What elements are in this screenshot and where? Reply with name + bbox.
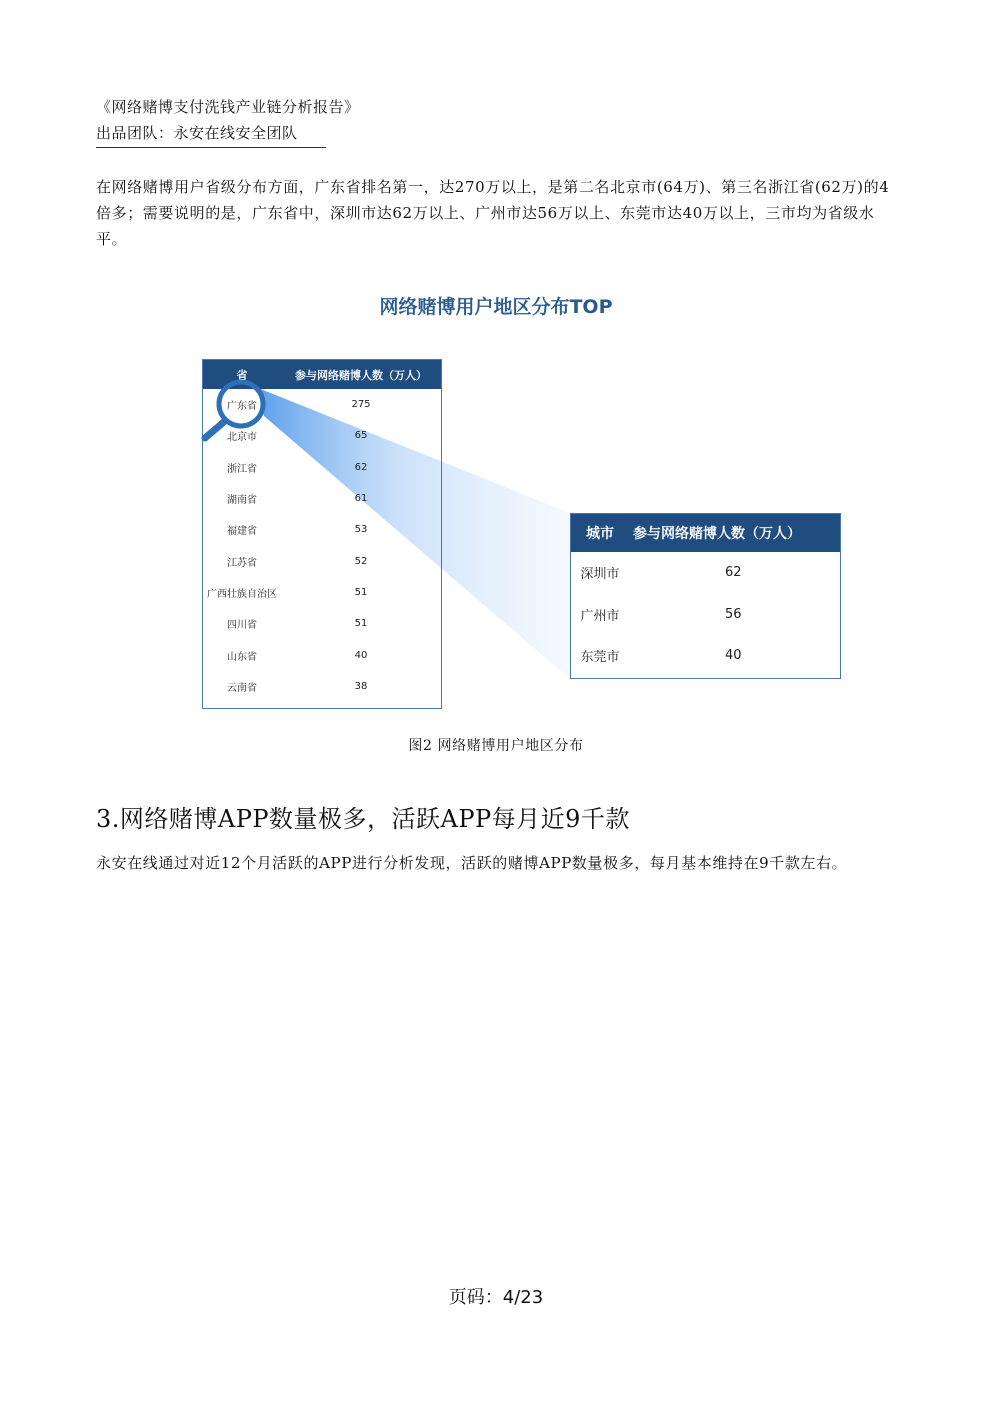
city-col-header: 城市 — [586, 526, 614, 542]
team-line: 出品团队：永安在线安全团队 — [96, 124, 298, 142]
figure-title: 网络赌博用户地区分布TOP — [379, 296, 613, 318]
province-value: 61 — [354, 493, 368, 505]
table-row — [203, 577, 441, 608]
province-value: 40 — [354, 649, 368, 661]
province-name: 云南省 — [227, 682, 257, 694]
province-value: 53 — [354, 524, 368, 536]
province-value: 275 — [351, 399, 371, 411]
province-count-col-header: 参与网络赌博人数（万人） — [295, 368, 427, 382]
city-name: 深圳市 — [580, 567, 620, 583]
province-name: 广东省 — [227, 401, 257, 413]
table-row — [203, 389, 441, 420]
province-value: 38 — [354, 680, 368, 692]
table-row — [203, 545, 441, 576]
province-name: 湖南省 — [227, 495, 257, 507]
province-value: 52 — [354, 555, 368, 567]
city-table-header — [571, 514, 840, 552]
table-row — [203, 608, 441, 639]
province-table-header — [203, 360, 441, 389]
table-row — [203, 514, 441, 545]
province-name: 北京市 — [227, 432, 257, 444]
province-value: 51 — [354, 618, 368, 630]
table-row — [571, 552, 840, 594]
province-name: 江苏省 — [227, 557, 257, 569]
table-row — [203, 420, 441, 451]
city-value: 62 — [725, 565, 742, 581]
table-row — [571, 594, 840, 636]
province-value: 62 — [354, 461, 368, 473]
report-title: 《网络赌博支付洗钱产业链分析报告》 — [96, 98, 360, 116]
province-name: 福建省 — [227, 526, 257, 538]
province-value: 51 — [354, 586, 368, 598]
province-name: 广西壮族自治区 — [207, 588, 277, 600]
province-name: 四川省 — [227, 620, 257, 632]
province-table — [202, 359, 442, 709]
intro-paragraph: 在网络赌博用户省级分布方面，广东省排名第一，达270万以上，是第二名北京市(64万)、第三名浙江省(62万)的4倍多；需要说明的是，广东省中，深圳市达62万以上、广州市达56万以上、东莞市达40万以上，三市均为省级水平。 — [96, 178, 890, 248]
city-value: 56 — [725, 606, 742, 622]
section-paragraph: 永安在线通过对近12个月活跃的APP进行分析发现，活跃的赌博APP数量极多，每月基本维持在9千款左右。 — [96, 854, 848, 872]
city-count-col-header: 参与网络赌博人数（万人） — [633, 526, 801, 542]
city-table — [570, 513, 841, 679]
province-name: 山东省 — [227, 651, 257, 663]
page-number: 页码：4/23 — [448, 1287, 544, 1308]
table-row — [571, 635, 840, 677]
table-row — [203, 452, 441, 483]
figure-caption: 图2 网络赌博用户地区分布 — [408, 738, 584, 754]
province-value: 65 — [354, 430, 368, 442]
province-col-header: 省 — [236, 368, 248, 382]
city-name: 东莞市 — [580, 650, 620, 666]
section-heading: 3.网络赌博APP数量极多，活跃APP每月近9千款 — [96, 805, 630, 833]
table-row — [203, 483, 441, 514]
table-row — [203, 671, 441, 702]
city-name: 广州市 — [580, 608, 620, 624]
province-name: 浙江省 — [227, 463, 257, 475]
city-value: 40 — [725, 648, 742, 664]
table-row — [203, 639, 441, 670]
